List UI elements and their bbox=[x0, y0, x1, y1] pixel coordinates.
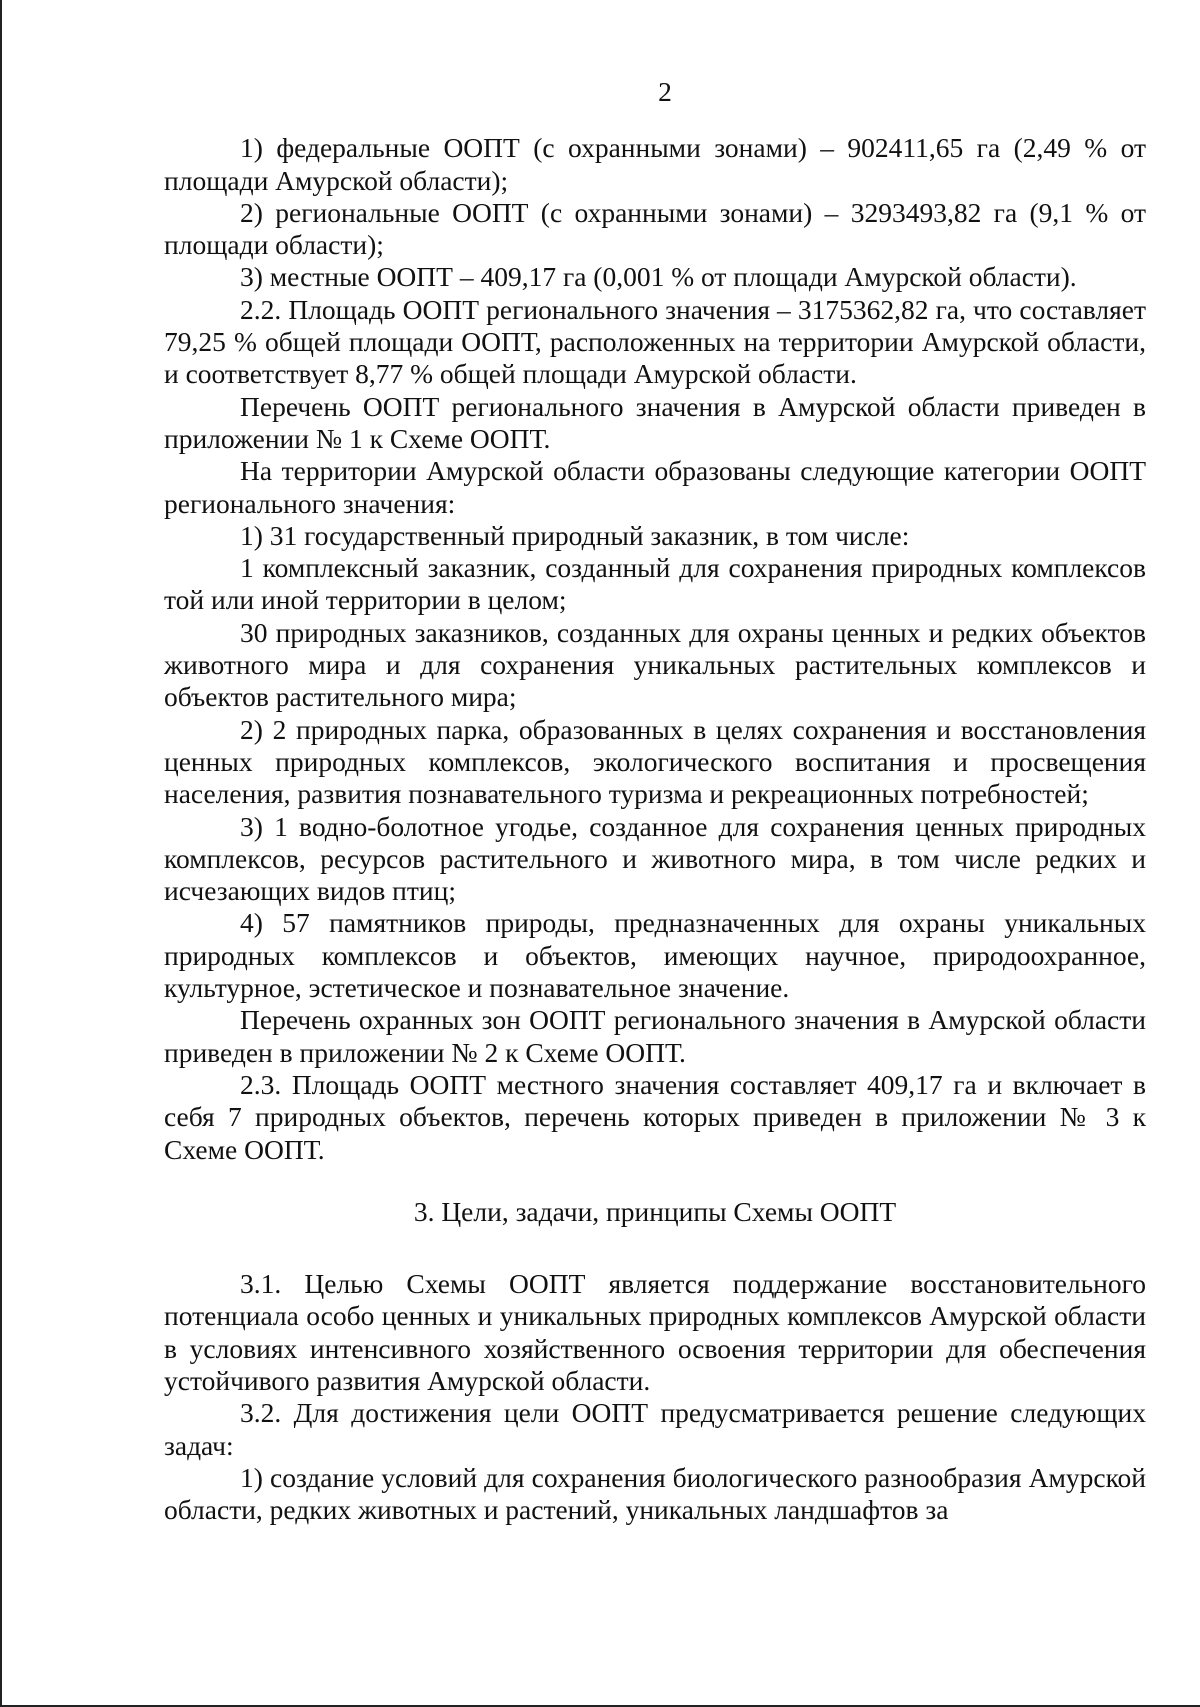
document-page bbox=[164, 76, 1146, 1526]
paragraph: 4) 57 памятников природы, предназначенных для охраны уникальных природных комплексов и объектов, имеющих научное, природоохранное, культурное, эстетическое и познавательное значение. bbox=[164, 907, 1146, 1004]
paragraph: На территории Амурской области образованы следующие категории ООПТ регионального значения: bbox=[164, 455, 1146, 519]
paragraph: 1) создание условий для сохранения биологического разнообразия Амурской области, редких животных и растений, уникальных ландшафтов за bbox=[164, 1461, 1146, 1526]
paragraph: 2.2. Площадь ООПТ регионального значения – 3175362,82 га, что составляет 79,25 % общей площади ООПТ, расположенных на территории Амурской области, и соответствует 8,77 % общей площади Амурской области. bbox=[164, 293, 1146, 390]
paragraph: 2.3. Площадь ООПТ местного значения составляет 409,17 га и включает в себя 7 природных объектов, перечень которых приведен в приложении № 3 к Схеме ООПТ. bbox=[164, 1068, 1146, 1165]
paragraph: 3.1. Целью Схемы ООПТ является поддержание восстановительного потенциала особо ценных и уникальных природных комплексов Амурской области в условиях интенсивного хозяйственного освоения территории для обеспечения устойчивого развития Амурской области. bbox=[164, 1268, 1146, 1396]
scan-left-border bbox=[0, 0, 2, 1707]
paragraph: 3) местные ООПТ – 409,17 га (0,001 % от площади Амурской области). bbox=[240, 261, 1077, 293]
paragraph: 1 комплексный заказник, созданный для сохранения природных комплексов той или иной территории в целом; bbox=[164, 552, 1146, 616]
paragraph: 1) 31 государственный природный заказник, в том числе: bbox=[240, 519, 910, 551]
paragraph: Перечень охранных зон ООПТ регионального значения в Амурской области приведен в приложении № 2 к Схеме ООПТ. bbox=[164, 1004, 1146, 1068]
section-3-body bbox=[164, 1268, 1146, 1526]
page-number: 2 bbox=[658, 76, 672, 107]
paragraph: Перечень ООПТ регионального значения в Амурской области приведен в приложении № 1 к Схеме ООПТ. bbox=[164, 390, 1146, 454]
section-2-body bbox=[164, 132, 1146, 1166]
paragraph: 3.2. Для достижения цели ООПТ предусматривается решение следующих задач: bbox=[164, 1397, 1146, 1461]
paragraph: 30 природных заказников, созданных для охраны ценных и редких объектов животного мира и для сохранения уникальных растительных комплексов и объектов растительного мира; bbox=[164, 616, 1146, 713]
paragraph: 1) федеральные ООПТ (с охранными зонами) – 902411,65 га (2,49 % от площади Амурской области); bbox=[164, 132, 1146, 196]
paragraph: 3) 1 водно-болотное угодье, созданное для сохранения ценных природных комплексов, ресурсов растительного и животного мира, в том числе редких и исчезающих видов птиц; bbox=[164, 810, 1146, 907]
section-3-heading: 3. Цели, задачи, принципы Схемы ООПТ bbox=[413, 1195, 897, 1227]
paragraph: 2) 2 природных парка, образованных в целях сохранения и восстановления ценных природных комплексов, экологического воспитания и просвещения населения, развития познавательного туризма и рекреационных потребностей; bbox=[164, 713, 1146, 810]
paragraph: 2) региональные ООПТ (с охранными зонами) – 3293493,82 га (9,1 % от площади области); bbox=[164, 196, 1146, 261]
